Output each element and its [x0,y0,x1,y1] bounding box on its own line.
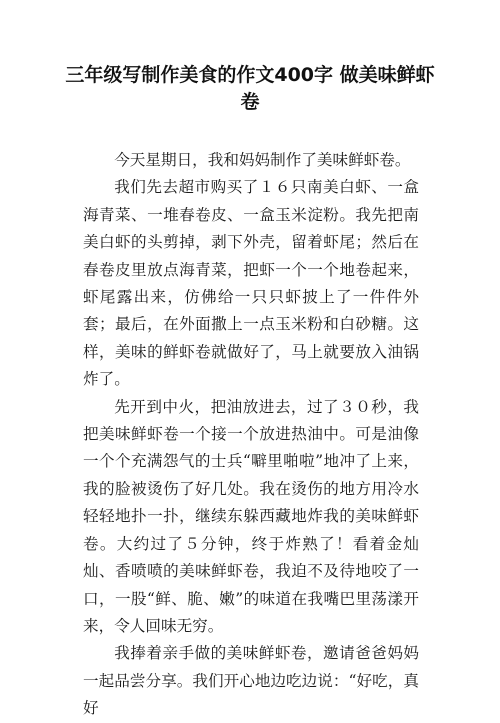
paragraph-preparation: 我们先去超市购买了１６只南美白虾、一盒海青菜、一堆春卷皮、一盒玉米淀粉。我先把南美白虾的头剪掉，剥下外壳，留着虾尾；然后在春卷皮里放点海青菜，把虾一个一个地卷起来，虾尾露出来，仿佛给一只只虾披上了一件件外套；最后，在外面撒上一点玉米粉和白砂糖。这样，美味的鲜虾卷就做好了，马上就要放入油锅炸了。 [83,178,419,389]
page-title: 三年级写制作美食的作文400字 做美味鲜虾卷 [65,64,435,113]
paragraph-sharing: 我捧着亲手做的美味鲜虾卷，邀请爸爸妈妈一起品尝分享。我们开心地边吃边说：“好吃，真好 [83,644,419,718]
paragraph-intro: 今天星期日，我和妈妈制作了美味鲜虾卷。 [114,151,411,169]
article-body [83,147,419,723]
paragraph-frying: 先开到中火，把油放进去，过了３０秒，我把美味鲜虾卷一个接一个放进热油中。可是油像一个个充满怨气的士兵“噼里啪啦”地冲了上来，我的脸被烫伤了好几处。我在烫伤的地方用冷水轻轻地扑一扑，继续东躲西藏地炸我的美味鲜虾卷。大约过了５分钟，终于炸熟了！看着金灿灿、香喷喷的美味鲜虾卷，我迫不及待地咬了一口，一股“鲜、脆、嫩”的味道在我嘴巴里荡漾开来，令人回味无穷。 [83,397,419,635]
